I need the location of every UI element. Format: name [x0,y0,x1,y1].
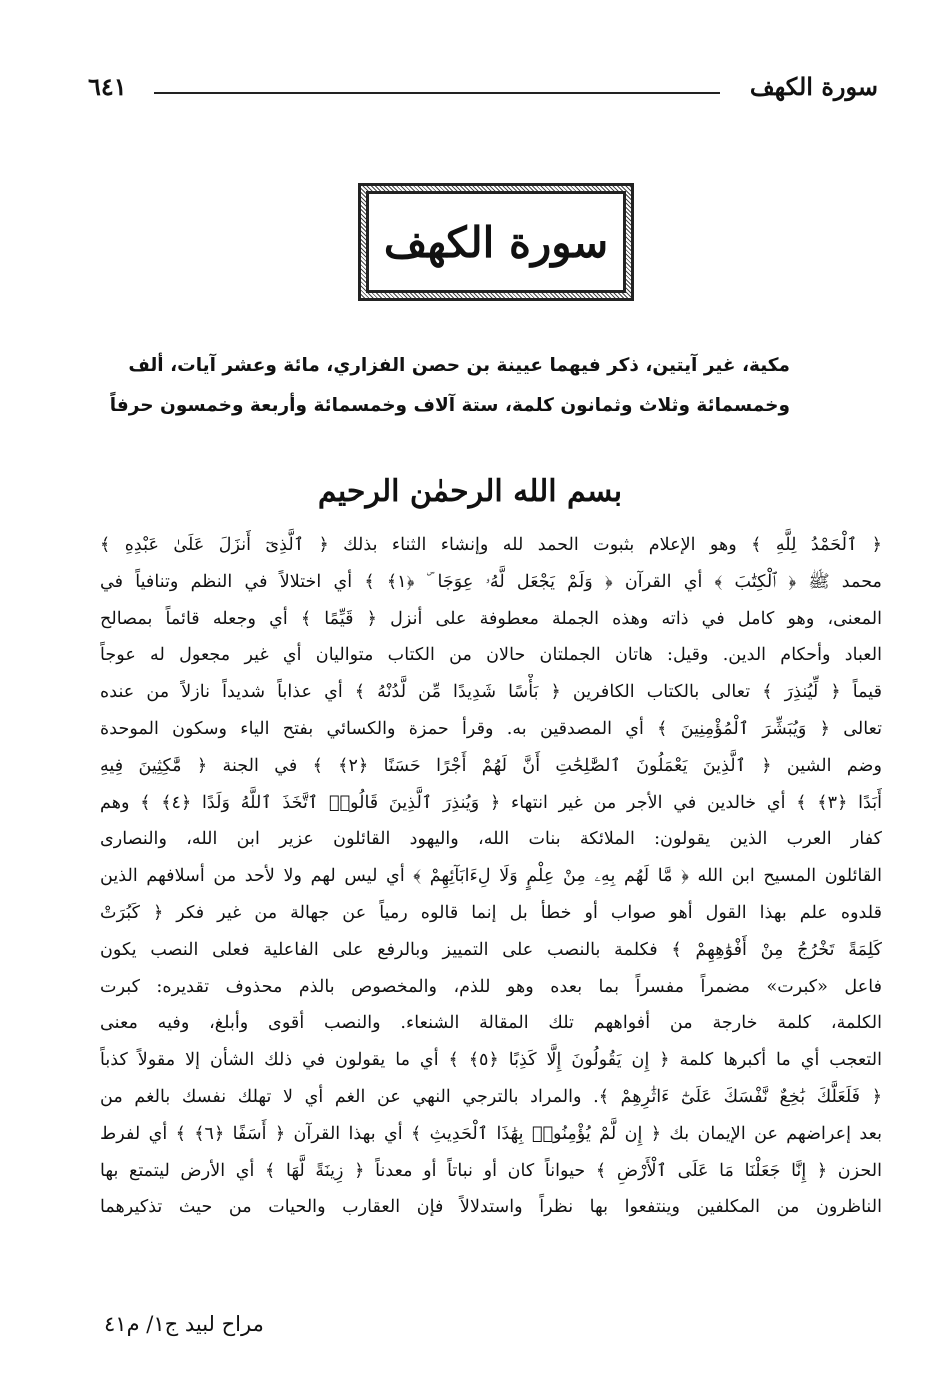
footer-signature-note: مراح لبيد ج١/ م٤١ [104,1312,264,1336]
page-number: ٦٤١ [88,72,127,101]
commentary-line: ﴿ فَلَعَلَّكَ بَٰخِعٌ نَّفْسَكَ عَلَىٰٓ ءَاثَٰرِهِمْ ﴾. والمراد بالترجي النهي عن الغم أي لا تهلك نفسك بالغم من [100,1086,882,1107]
basmala: بسم الله الرحمٰن الرحيم [317,474,623,509]
running-header-surah-name: سورة الكهف [749,72,878,101]
surah-intro-line: وخمسمائة وثلاث وثمانون كلمة، ستة آلاف وخمسمائة وأربعة وخمسون حرفاً [109,395,790,416]
commentary-line: وضم الشين ﴿ ٱلَّذِينَ يَعْمَلُونَ ٱلصَّٰلِحَٰتِ أَنَّ لَهُمْ أَجْرًا حَسَنًا ﴿٢﴾ ﴾ في الجنة ﴿ مَّٰكِثِينَ فِيهِ [100,755,882,776]
commentary-line: الحزن ﴿ إِنَّا جَعَلْنَا مَا عَلَى ٱلْأَرْضِ ﴾ حيواناً كان أو نباتاً أو معدناً ﴿ زِينَةً لَّهَا ﴾ أي الأرض ليتمتع بها [100,1160,882,1181]
commentary-line: أَبَدًا ﴿٣﴾ ﴾ أي خالدين في الأجر من غير انتهاء ﴿ وَيُنذِرَ ٱلَّذِينَ قَالُوا۟ ٱتَّخَذَ ٱللَّهُ وَلَدًا ﴿٤﴾ ﴾ وهم [100,792,882,813]
commentary-line: التعجب أي ما أكبرها كلمة ﴿ إِن يَقُولُونَ إِلَّا كَذِبًا ﴿٥﴾ ﴾ أي ما يقولون في ذلك الشأن إلا مقولاً كذباً [100,1050,882,1071]
commentary-line: المعنى، وهو كامل في ذاته وهذه الجملة معطوفة على أنزل ﴿ قَيِّمًا ﴾ أي وجعله قائماً بمصالح [100,608,882,629]
commentary-line: فاعل «كبرت» مضمراً مفسراً بما بعده وهو للذم، والمخصوص بالذم محذوف تقديره: كبرت [100,976,882,997]
commentary-line: العباد وأحكام الدين. وقيل: هاتان الجملتان حالان من الكتاب متواليان أي غير مجعول له عوجاً [100,645,882,666]
commentary-line: كفار العرب الذين يقولون: الملائكة بنات الله، واليهود القائلون عزير ابن الله، والنصارى [100,829,882,850]
commentary-line: تعالى ﴿ وَيُبَشِّرَ ٱلْمُؤْمِنِينَ ﴾ أي المصدقين به. وقرأ حمزة والكسائي بفتح الياء وسكون الموحدة [100,718,882,739]
commentary-line: قلدوه علم بهذا القول أهو صواب أو خطأ بل إنما قالوه رمياً عن جهالة من غير فكر ﴿ كَبُرَتْ [100,902,882,923]
commentary-line: قيماً ﴿ لِّيُنذِرَ ﴾ تعالى بالكتاب الكافرين ﴿ بَأْسًا شَدِيدًا مِّن لَّدُنْهُ ﴾ أي عذاباً شديداً نازلاً من عنده [100,682,882,703]
commentary-line: بعد إعراضهم عن الإيمان بك ﴿ إِن لَّمْ يُؤْمِنُوا۟ بِهَٰذَا ٱلْحَدِيثِ ﴾ أي بهذا القرآن ﴿ أَسَفًا ﴿٦﴾ ﴾ أي لفرط [100,1123,882,1144]
commentary-line: ﴿ ٱلْحَمْدُ لِلَّهِ ﴾ وهو الإعلام بثبوت الحمد لله وإنشاء الثناء بذلك ﴿ ٱلَّذِىٓ أَنزَلَ عَلَىٰ عَبْدِهِ ﴾ [100,535,882,555]
surah-intro-line: مكية، غير آيتين، ذكر فيهما عيينة بن حصن الفزاري، مائة وعشر آيات، ألف [128,355,790,376]
commentary-body [100,527,882,1226]
surah-title-frame-inner [366,191,626,293]
surah-intro [109,346,790,426]
commentary-line: الكلمة، كلمة خارجة من أفواههم تلك المقالة الشنعاء. والنصب أقوى وأبلغ، وفيه معنى [100,1013,882,1034]
header-rule [154,92,720,94]
commentary-line: القائلون المسيح ابن الله ﴿ مَّا لَهُم بِهِۦ مِنْ عِلْمٍ وَلَا لِءَابَآئِهِمْ ﴾ أي ليس لهم ولا لأحد من أسلافهم الذين [100,866,882,887]
commentary-line: كَلِمَةً تَخْرُجُ مِنْ أَفْوَٰهِهِمْ ﴾ فكلمة بالنصب على التمييز وبالرفع على الفاعلية فعلى النصب يكون [100,939,882,960]
commentary-line: محمد ﷺ ﴿ ٱلْكِتَٰبَ ﴾ أي القرآن ﴿ وَلَمْ يَجْعَل لَّهُۥ عِوَجَا ۜ ﴿١﴾ ﴾ أي اختلالاً في النظم وتنافياً في [100,571,882,592]
surah-title: سورة الكهف [383,217,609,267]
commentary-line: الناظرون من المكلفين وينتفعوا بها نظراً واستدلالاً فإن العقارب والحيات من حيث تذكيرهما [100,1197,882,1218]
running-header [88,66,878,106]
surah-title-frame [358,183,634,301]
